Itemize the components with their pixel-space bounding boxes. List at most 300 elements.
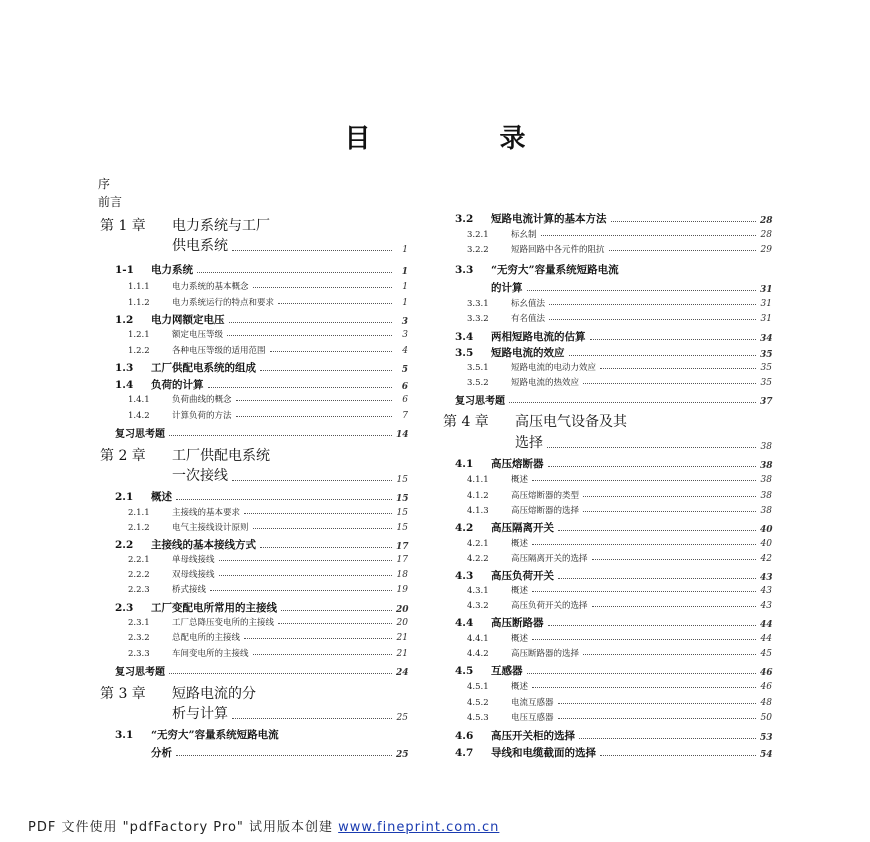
toc-entry[interactable]	[467, 632, 772, 644]
dot-leader	[600, 754, 756, 756]
toc-entry-number: 3.4	[455, 331, 474, 343]
toc-page-number: 38	[760, 442, 772, 452]
toc-page-number: 17	[396, 555, 408, 565]
dot-leader	[236, 415, 392, 417]
toc-page-number: 1	[401, 267, 408, 277]
toc-entry[interactable]	[467, 647, 772, 659]
toc-page-number: 14	[396, 430, 409, 440]
dot-leader	[232, 249, 392, 251]
toc-entry[interactable]	[455, 392, 772, 407]
dot-leader	[583, 382, 756, 384]
toc-entry-title	[100, 445, 270, 465]
toc-entry[interactable]	[455, 456, 772, 471]
toc-entry-title	[115, 600, 277, 615]
toc-entry[interactable]	[115, 663, 408, 678]
toc-entry-text: “无穷大”容量系统短路电流	[151, 729, 279, 741]
toc-entry[interactable]	[115, 262, 408, 277]
toc-entry[interactable]	[100, 215, 408, 235]
toc-entry-number: 2.2	[115, 539, 134, 551]
toc-page-number: 31	[760, 285, 773, 295]
toc-entry-title	[100, 215, 270, 235]
toc-entry-title	[128, 568, 215, 580]
toc-entry[interactable]	[128, 553, 408, 565]
toc-entry[interactable]	[115, 377, 408, 392]
toc-entry-number: 4.1	[455, 458, 474, 470]
toc-entry[interactable]	[467, 297, 772, 309]
toc-entry-title	[467, 647, 579, 659]
dot-leader	[253, 286, 392, 288]
toc-entry[interactable]	[128, 568, 408, 580]
toc-entry-text: 概述	[511, 586, 529, 596]
toc-page-number: 3	[402, 330, 408, 340]
toc-page-number: 15	[396, 523, 408, 533]
toc-entry-number: 4.2.2	[467, 554, 489, 564]
toc-entry-title	[151, 745, 172, 760]
toc-entry[interactable]	[128, 616, 408, 628]
toc-entry-title	[128, 521, 249, 533]
dot-leader	[532, 638, 756, 640]
toc-entry-title	[172, 703, 228, 723]
toc-page-number: 24	[396, 668, 409, 678]
dot-leader	[558, 529, 756, 531]
dot-leader	[558, 577, 756, 579]
dot-leader	[548, 624, 757, 626]
toc-entry[interactable]	[115, 360, 408, 375]
toc-page-number: 53	[760, 733, 773, 743]
toc-entry-text: 概述	[511, 634, 529, 644]
toc-entry-text: 工厂供配电系统的组成	[151, 362, 256, 374]
toc-entry[interactable]	[128, 280, 408, 292]
dot-leader	[549, 318, 756, 320]
toc-entry-number: 4.3.2	[467, 601, 489, 611]
toc-entry[interactable]	[467, 361, 772, 373]
toc-entry-number: 4.5	[455, 665, 474, 677]
toc-entry-text: 电力网额定电压	[151, 314, 225, 326]
toc-entry[interactable]	[467, 711, 772, 723]
toc-page-number: 46	[760, 682, 772, 692]
toc-entry-title	[467, 376, 579, 388]
toc-entry-number: 4.4.1	[467, 634, 489, 644]
toc-entry[interactable]	[128, 296, 408, 308]
dot-leader	[532, 590, 756, 592]
toc-entry[interactable]	[455, 615, 772, 630]
toc-entry[interactable]	[515, 432, 772, 452]
toc-entry-text: 双母线接线	[172, 570, 215, 580]
toc-entry-number: 第 4 章	[443, 414, 489, 430]
toc-entry-text: 供电系统	[172, 238, 228, 254]
toc-entry-text: 负荷的计算	[151, 379, 204, 391]
toc-entry[interactable]	[491, 280, 772, 295]
toc-page-number: 35	[760, 378, 772, 388]
toc-entry-number: 2.1	[115, 491, 134, 503]
toc-entry-title	[467, 297, 545, 309]
toc-entry[interactable]	[128, 631, 408, 643]
dot-leader	[527, 289, 757, 291]
toc-entry[interactable]	[467, 504, 772, 516]
toc-page-number: 1	[402, 282, 408, 292]
toc-entry-number: 2.3.1	[128, 618, 150, 628]
dot-leader	[176, 498, 392, 500]
toc-entry-title	[128, 296, 274, 308]
toc-entry-text: 工厂变配电所常用的主接线	[151, 602, 277, 614]
toc-entry-text: 车间变电所的主接线	[172, 649, 249, 659]
toc-page-number: 29	[760, 245, 772, 255]
toc-entry-title	[172, 465, 228, 485]
toc-entry[interactable]	[172, 703, 408, 723]
dot-leader	[253, 653, 392, 655]
toc-entry[interactable]	[172, 235, 408, 255]
toc-entry-number: 1.4.1	[128, 395, 150, 405]
toc-entry-text: 电力系统	[151, 264, 193, 276]
toc-entry[interactable]	[455, 728, 772, 743]
toc-entry-title	[467, 489, 579, 501]
toc-entry-number: 3.2	[455, 213, 474, 225]
toc-entry-text: 短路电流的效应	[491, 347, 565, 359]
dot-leader	[583, 653, 756, 655]
toc-entry-title	[467, 711, 554, 723]
toc-entry-title	[128, 344, 266, 356]
toc-entry-text: 短路电流的热效应	[511, 378, 580, 388]
toc-entry[interactable]	[467, 228, 772, 240]
toc-entry-text: 电力系统的基本概念	[172, 282, 249, 292]
dot-leader	[548, 465, 757, 467]
toc-entry[interactable]	[467, 552, 772, 564]
toc-entry-number: 1.3	[115, 362, 134, 374]
toc-entry-text: 分析	[151, 747, 172, 759]
toc-entry-number: 1.2.2	[128, 346, 150, 356]
toc-entry-text: 计算负荷的方法	[172, 411, 232, 421]
toc-entry-number: 1.4	[115, 379, 134, 391]
dot-leader	[590, 338, 757, 340]
toc-entry[interactable]	[128, 328, 408, 340]
toc-entry-title	[467, 537, 528, 549]
toc-entry[interactable]	[467, 312, 772, 324]
toc-entry[interactable]	[151, 745, 408, 760]
toc-entry-text: 互感器	[491, 665, 523, 677]
toc-entry[interactable]	[443, 411, 772, 431]
toc-entry-number: 4.7	[455, 747, 474, 759]
dot-leader	[579, 737, 756, 739]
pdf-footer	[28, 816, 499, 835]
toc-page-number: 45	[760, 649, 772, 659]
toc-entry-number: 3.3	[455, 264, 474, 276]
toc-entry[interactable]	[128, 583, 408, 595]
toc-entry-text: 标幺值法	[511, 299, 546, 309]
toc-entry-number: 2.3.3	[128, 649, 150, 659]
toc-entry-text: 选择	[515, 435, 543, 451]
toc-entry-text: 总配电所的主接线	[172, 633, 241, 643]
toc-entry-text: 析与计算	[172, 706, 228, 722]
toc-entry-text: 两相短路电流的估算	[491, 331, 586, 343]
toc-entry-title	[455, 568, 554, 583]
toc-entry-number: 4.4	[455, 617, 474, 629]
dot-leader	[244, 512, 392, 514]
toc-entry[interactable]	[115, 537, 408, 552]
toc-entry-title	[455, 520, 554, 535]
toc-entry-title	[455, 392, 505, 407]
toc-entry-text: 复习思考题	[115, 667, 165, 678]
toc-entry-text: 高压断路器的选择	[511, 649, 580, 659]
toc-entry-title	[455, 345, 565, 360]
toc-entry-number: 1.1.2	[128, 298, 150, 308]
toc-page-number: 40	[760, 539, 772, 549]
toc-entry[interactable]	[455, 262, 772, 277]
toc-entry-title	[455, 663, 523, 678]
preface-label: 序	[98, 177, 111, 191]
dot-leader	[592, 558, 756, 560]
toc-entry-title	[128, 409, 232, 421]
toc-entry-title	[455, 329, 586, 344]
toc-entry-number: 4.3	[455, 570, 474, 582]
toc-entry-title	[467, 696, 554, 708]
toc-entry-title	[467, 680, 528, 692]
toc-page-number: 1	[402, 245, 408, 255]
toc-entry[interactable]	[467, 537, 772, 549]
toc-page-number: 38	[760, 491, 772, 501]
dot-leader	[197, 271, 392, 273]
toc-entry-number: 4.1.3	[467, 506, 489, 516]
toc-entry-title	[467, 632, 528, 644]
toc-page-number: 34	[760, 334, 773, 344]
toc-page-number: 43	[760, 573, 773, 583]
toc-entry[interactable]	[467, 584, 772, 596]
toc-page-number: 17	[396, 542, 409, 552]
toc-entry[interactable]	[172, 465, 408, 485]
toc-entry-text: 概述	[511, 539, 529, 549]
dot-leader	[569, 354, 757, 356]
toc-page-number: 19	[396, 585, 408, 595]
toc-page-number: 6	[401, 382, 408, 392]
toc-entry-title	[455, 211, 607, 226]
toc-entry[interactable]	[467, 243, 772, 255]
toc-page-number: 38	[760, 506, 772, 516]
toc-entry-text: 高压隔离开关	[491, 522, 554, 534]
dot-leader	[583, 510, 756, 512]
toc-entry[interactable]	[100, 445, 408, 465]
toc-entry-title	[467, 552, 588, 564]
toc-entry-text: 高压断路器	[491, 617, 544, 629]
toc-entry-text: 主接线的基本要求	[172, 508, 241, 518]
toc-entry-number: 1.4.2	[128, 411, 150, 421]
toc-entry[interactable]	[455, 345, 772, 360]
toc-entry[interactable]	[467, 489, 772, 501]
toc-page-number: 28	[760, 216, 773, 226]
toc-entry-title	[467, 228, 537, 240]
toc-entry[interactable]	[455, 329, 772, 344]
toc-entry[interactable]	[455, 568, 772, 583]
dot-leader	[609, 249, 756, 251]
dot-leader	[532, 479, 756, 481]
toc-entry-text: 短路回路中各元件的阻抗	[511, 245, 605, 255]
toc-entry-title	[128, 280, 249, 292]
toc-page-number: 46	[760, 668, 773, 678]
toc-entry-title	[455, 745, 596, 760]
toc-entry-text: 电力系统运行的特点和要求	[172, 298, 275, 308]
toc-entry-text: 高压熔断器	[491, 458, 544, 470]
toc-page-number: 28	[760, 230, 772, 240]
toc-entry-title	[128, 553, 215, 565]
toc-entry[interactable]	[128, 409, 408, 421]
dot-leader	[229, 321, 393, 323]
toc-entry-number: 4.6	[455, 730, 474, 742]
toc-entry-title	[515, 432, 543, 452]
toc-page-number: 44	[760, 620, 773, 630]
toc-entry[interactable]	[115, 312, 408, 327]
footer-link[interactable]: www.fineprint.com.cn	[338, 820, 500, 835]
toc-entry-number: 第 3 章	[100, 686, 146, 702]
toc-entry-number: 2.3.2	[128, 633, 150, 643]
toc-entry-number: 4.5.3	[467, 713, 489, 723]
toc-entry-title	[115, 360, 256, 375]
toc-entry-title	[115, 727, 279, 742]
toc-page-number: 43	[760, 586, 772, 596]
toc-entry-text: 高压开关柜的选择	[491, 730, 575, 742]
dot-leader	[278, 622, 392, 624]
toc-entry-title	[115, 489, 172, 504]
toc-entry-text: 电流互感器	[511, 698, 554, 708]
toc-entry-text: 高压负荷开关	[491, 570, 554, 582]
toc-entry-text: 桥式接线	[172, 585, 207, 595]
dot-leader	[227, 334, 392, 336]
toc-entry-number: 3.1	[115, 729, 134, 741]
dot-leader	[169, 434, 392, 436]
toc-page-number: 54	[760, 750, 773, 760]
toc-page-number: 7	[402, 411, 408, 421]
toc-entry[interactable]	[128, 506, 408, 518]
toc-entry-title	[128, 328, 223, 340]
toc-entry-number: 3.3.1	[467, 299, 489, 309]
toc-entry[interactable]	[128, 647, 408, 659]
toc-entry-title	[467, 584, 528, 596]
toc-entry[interactable]	[128, 393, 408, 405]
dot-leader	[210, 589, 392, 591]
toc-entry-text: 标幺制	[511, 230, 537, 240]
toc-entry-title	[115, 262, 193, 277]
toc-page-number: 44	[760, 634, 772, 644]
toc-entry-number: 4.4.2	[467, 649, 489, 659]
toc-entry-number: 3.5.1	[467, 363, 489, 373]
toc-entry-title	[115, 663, 165, 678]
toc-entry-number: 2.2.1	[128, 555, 150, 565]
dot-leader	[558, 717, 756, 719]
toc-entry-number: 4.2	[455, 522, 474, 534]
toc-entry-number: 2.1.1	[128, 508, 150, 518]
toc-entry-text: 短路电流的电动力效应	[511, 363, 597, 373]
toc-page-number: 50	[760, 713, 772, 723]
toc-entry-text: 的计算	[491, 282, 523, 294]
toc-page-number: 35	[760, 363, 772, 373]
toc-entry-number: 4.3.1	[467, 586, 489, 596]
toc-entry[interactable]	[128, 521, 408, 533]
toc-entry-title	[491, 280, 523, 295]
toc-page-number: 31	[760, 314, 772, 324]
toc-entry-text: 电压互感器	[511, 713, 554, 723]
toc-entry-title	[455, 262, 619, 277]
toc-page-number: 38	[760, 461, 773, 471]
toc-entry-text: 电力系统与工厂	[172, 218, 270, 234]
toc-entry[interactable]	[115, 425, 408, 440]
dot-leader	[236, 399, 392, 401]
toc-entry[interactable]	[467, 376, 772, 388]
toc-entry[interactable]	[455, 745, 772, 760]
toc-entry[interactable]	[100, 683, 408, 703]
toc-entry-text: 负荷曲线的概念	[172, 395, 232, 405]
toc-entry-number: 4.2.1	[467, 539, 489, 549]
toc-entry[interactable]	[455, 663, 772, 678]
toc-entry-text: 高压负荷开关的选择	[511, 601, 588, 611]
dot-leader	[244, 637, 392, 639]
footer-text: PDF 文件使用 "pdfFactory Pro" 试用版本创建	[28, 820, 334, 835]
dot-leader	[219, 559, 392, 561]
toc-page-number: 35	[760, 350, 773, 360]
toc-entry[interactable]	[455, 520, 772, 535]
toc-page-number: 48	[760, 698, 772, 708]
toc-entry[interactable]	[467, 696, 772, 708]
toc-page-number: 38	[760, 475, 772, 485]
toc-entry[interactable]	[128, 344, 408, 356]
toc-entry-number: 3.5.2	[467, 378, 489, 388]
toc-entry-title	[128, 631, 240, 643]
toc-entry-text: 一次接线	[172, 468, 228, 484]
toc-entry-text: 有名值法	[511, 314, 546, 324]
toc-entry[interactable]	[467, 473, 772, 485]
toc-entry-number: 2.3	[115, 602, 134, 614]
toc-entry-title	[128, 506, 240, 518]
toc-entry-text: 概述	[151, 491, 172, 503]
dot-leader	[219, 574, 392, 576]
toc-entry-title	[128, 647, 249, 659]
toc-entry-title	[128, 393, 232, 405]
toc-entry[interactable]	[467, 599, 772, 611]
toc-page-number: 4	[402, 346, 408, 356]
toc-page-number: 15	[396, 508, 408, 518]
toc-entry[interactable]	[115, 727, 408, 742]
toc-page-number: 20	[396, 605, 409, 615]
toc-entry[interactable]	[115, 600, 408, 615]
toc-entry-title	[115, 312, 225, 327]
dot-leader	[592, 605, 756, 607]
toc-page-number: 40	[760, 525, 773, 535]
toc-entry-number: 4.5.2	[467, 698, 489, 708]
dot-leader	[208, 386, 393, 388]
toc-entry-number: 1.2.1	[128, 330, 150, 340]
dot-leader	[270, 350, 392, 352]
toc-entry[interactable]	[467, 680, 772, 692]
toc-page-number: 37	[760, 397, 773, 407]
dot-leader	[558, 702, 756, 704]
toc-entry-title	[467, 312, 545, 324]
toc-entry-text: “无穷大”容量系统短路电流	[491, 264, 619, 276]
dot-leader	[253, 527, 392, 529]
dot-leader	[600, 367, 756, 369]
toc-page-number: 15	[396, 494, 409, 504]
toc-page-number: 31	[760, 299, 772, 309]
toc-entry-number: 4.5.1	[467, 682, 489, 692]
toc-entry[interactable]	[115, 489, 408, 504]
toc-entry-title	[467, 599, 588, 611]
toc-page-number: 6	[402, 395, 408, 405]
toc-page-number: 25	[396, 750, 409, 760]
dot-leader	[232, 717, 392, 719]
toc-page-number: 21	[396, 633, 408, 643]
toc-entry-title	[172, 235, 228, 255]
toc-page-number: 42	[760, 554, 772, 564]
dot-leader	[176, 754, 392, 756]
toc-entry-title	[455, 728, 575, 743]
toc-entry-text: 复习思考题	[455, 396, 505, 407]
toc-entry-title	[467, 504, 579, 516]
toc-entry[interactable]	[455, 211, 772, 226]
